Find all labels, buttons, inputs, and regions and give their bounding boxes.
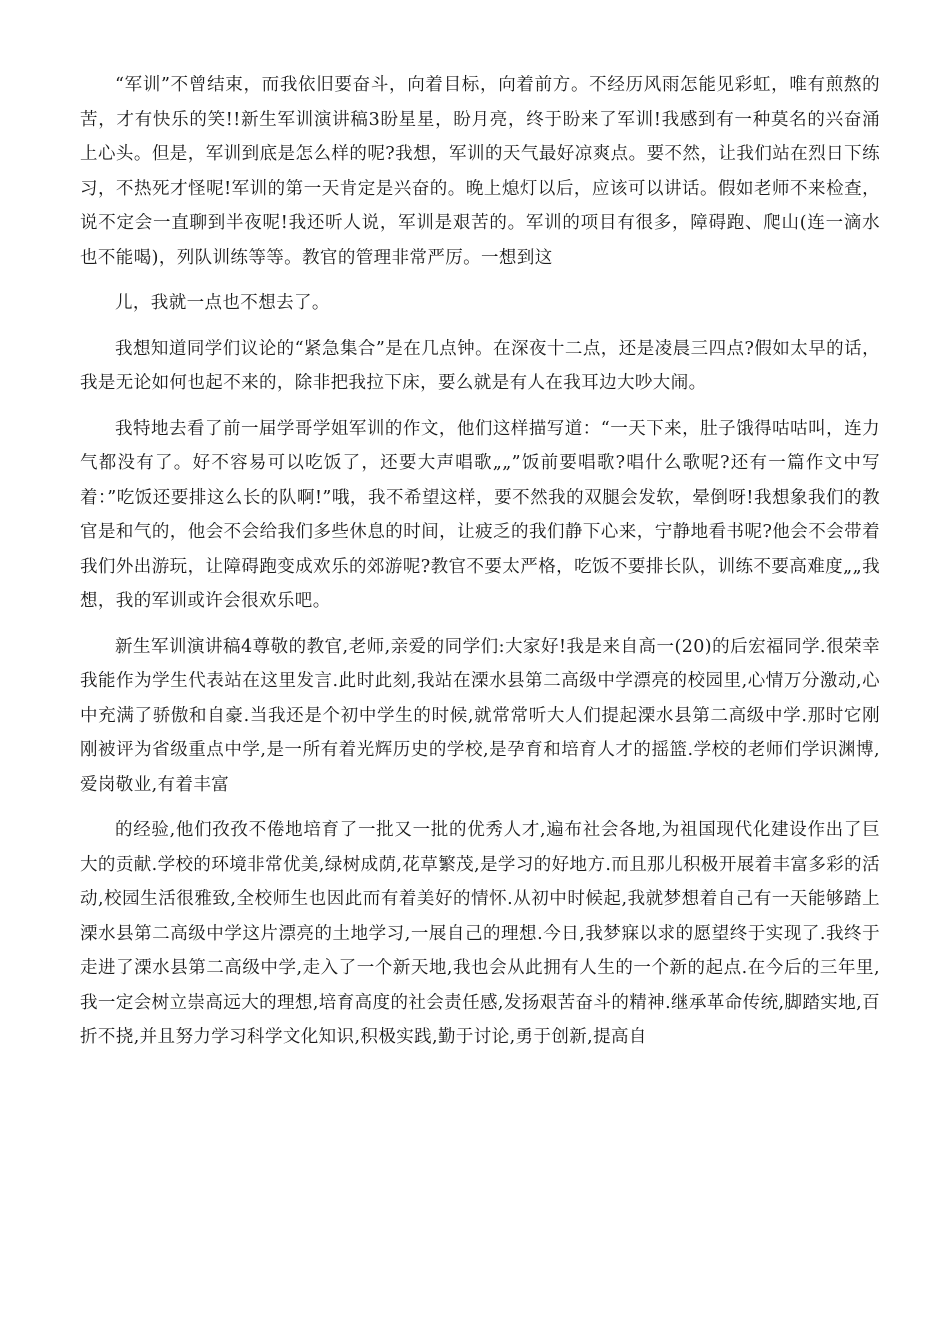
paragraph-continuation-1: 儿，我就一点也不想去了。 [115, 293, 330, 313]
paragraph-continuation-2: 的经验,他们孜孜不倦地培育了一批又一批的优秀人才,遍布社会各地,为祖国现代化建设作出了巨大的贡献.学校的环境非常优美,绿树成荫,花草繁茂,是学习的好地方.而且那儿积极开展着丰富多彩的活动,校园生活很雅致,全校师生也因此而有着美好的情怀.从初中时候起,我就梦想着自己有一天能够踏上溧水县第二高级中学这片漂亮的土地学习,一展自己的理想.今日,我梦寐以求的愿望终于实现了.我终于走进了溧水县第二高级中学,走入了一个新天地,我也会从此拥有人生的一个新的起点.在今后的三年里,我一定会树立崇高远大的理想,培育高度的社会责任感,发扬艰苦奋斗的精神.继承革命传统,脚踏实地,百折不挠,并且努力学习科学文化知识,积极实践,勤于讨论,勇于创新,提高自 [80, 820, 880, 1047]
paragraph-senior-essay: 我特地去看了前一届学哥学姐军训的作文，他们这样描写道：“一天下来，肚子饿得咕咕叫，连力气都没有了。好不容易可以吃饭了，还要大声唱歌„„”饭前要唱歌?唱什么歌呢?还有一篇作文中写着：”吃饭还要排这么长的队啊!”哦，我不希望这样，要不然我的双腿会发软，晕倒呀!我想象我们的教官是和气的，他会不会给我们多些休息的时间，让疲乏的我们静下心来，宁静地看书呢?他会不会带着我们外出游玩，让障碍跑变成欢乐的郊游呢?教官不要太严格，吃饭不要排长队，训练不要高难度„„我想，我的军训或许会很欢乐吧。 [80, 418, 880, 611]
paragraph-military-training-3: “军训”不曾结束，而我依旧要奋斗，向着目标，向着前方。不经历风雨怎能见彩虹，唯有煎熬的苦，才有快乐的笑!!新生军训演讲稿3盼星星，盼月亮，终于盼来了军训!我感到有一种莫名的兴奋涌上心头。但是，军训到底是怎么样的呢?我想，军训的天气最好凉爽点。要不然，让我们站在烈日下练习，不热死才怪呢!军训的第一天肯定是兴奋的。晚上熄灯以后，应该可以讲话。假如老师不来检查，说不定会一直聊到半夜呢!我还听人说，军训是艰苦的。军训的项目有很多，障碍跑、爬山(连一滴水也不能喝)，列队训练等等。教官的管理非常严厉。一想到这 [80, 75, 880, 268]
document-page [80, 68, 880, 1055]
paragraph-military-training-4: 新生军训演讲稿4尊敬的教官,老师,亲爱的同学们:大家好!我是来自高一(20)的后宏福同学.很荣幸我能作为学生代表站在这里发言.此时此刻,我站在溧水县第二高级中学漂亮的校园里,心情万分激动,心中充满了骄傲和自豪.当我还是个初中学生的时候,就常常听大人们提起溧水县第二高级中学.那时它刚刚被评为省级重点中学,是一所有着光辉历史的学校,是孕育和培育人才的摇篮.学校的老师们学识渊博,爱岗敬业,有着丰富 [80, 636, 880, 795]
paragraph-emergency-assembly: 我想知道同学们议论的“紧急集合”是在几点钟。在深夜十二点，还是凌晨三四点?假如太早的话，我是无论如何也起不来的，除非把我拉下床，要么就是有人在我耳边大吵大闹。 [80, 338, 880, 393]
